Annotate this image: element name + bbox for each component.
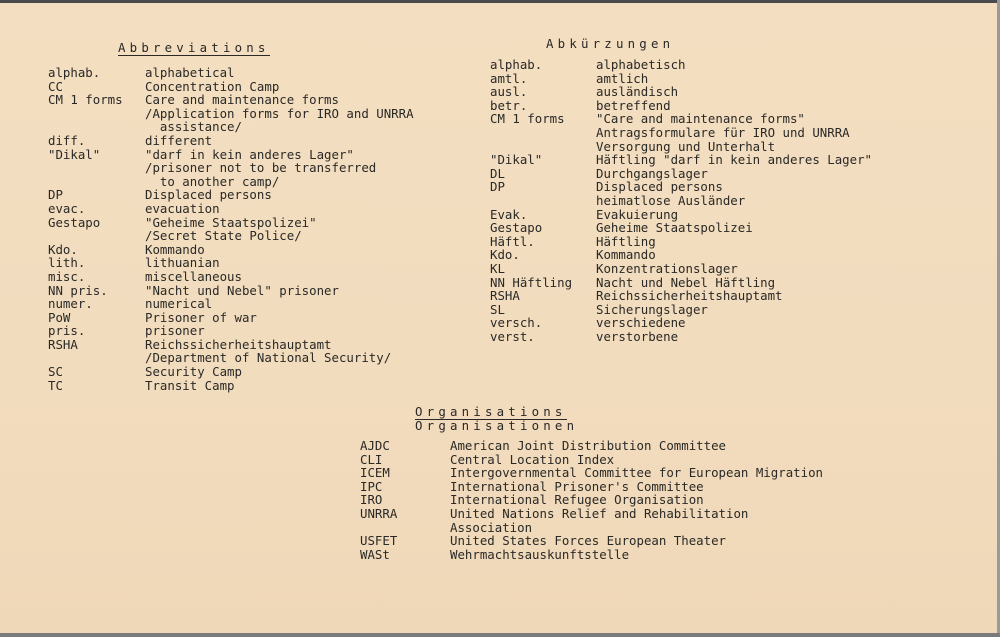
- list-item: [490, 221, 910, 235]
- abbreviation-definition: verstorbene: [596, 328, 679, 344]
- abbreviation-term: alphab.: [490, 57, 543, 72]
- abbreviation-definition: prisoner: [145, 323, 205, 339]
- abbreviation-term: DP: [490, 179, 505, 195]
- abbreviation-term: numer.: [48, 296, 93, 312]
- abbreviation-term: PoW: [48, 309, 71, 325]
- abbreviation-definition: Reichssicherheitshauptamt: [145, 336, 332, 352]
- abbreviation-definition: /Application forms for IRO and UNRRA: [145, 105, 414, 121]
- abbreviation-term: Gestapo: [490, 220, 543, 236]
- abbreviation-term: versch.: [490, 315, 543, 331]
- scan-edge-top: [0, 0, 1000, 3]
- abbreviation-definition: to another camp/: [145, 173, 280, 189]
- list-item: [48, 229, 448, 243]
- abbreviation-definition: alphabetisch: [596, 57, 686, 72]
- abbreviation-definition: Nacht und Nebel Häftling: [596, 274, 776, 290]
- list-item: [48, 379, 448, 393]
- abbreviation-definition: numerical: [145, 296, 213, 312]
- list-item: [48, 202, 448, 216]
- list-item: [490, 303, 910, 317]
- abbreviation-definition: United States Forces European Theater: [450, 533, 727, 549]
- list-item: [48, 243, 448, 257]
- abbreviation-definition: evacuation: [145, 200, 220, 216]
- abbreviation-definition: /Department of National Security/: [145, 350, 392, 366]
- abbreviation-definition: lithuanian: [145, 255, 220, 271]
- list-item: [360, 439, 880, 453]
- abbreviation-term: CM 1 forms: [48, 92, 123, 108]
- list-item: [48, 66, 448, 80]
- list-item: [48, 365, 448, 379]
- list-item: [48, 188, 448, 202]
- abbreviation-definition: Kommando: [145, 241, 205, 257]
- abbreviation-definition: "Geheime Staatspolizei": [145, 214, 317, 230]
- list-item: [360, 521, 880, 535]
- list-item: [48, 175, 448, 189]
- abbreviation-definition: Concentration Camp: [145, 78, 280, 94]
- abbreviation-definition: Association: [450, 519, 533, 535]
- abbreviation-definition: Intergovernmental Committee for European Migration: [450, 465, 823, 481]
- abbreviation-term: DP: [48, 187, 63, 203]
- abbreviation-definition: Versorgung und Unterhalt: [596, 138, 776, 154]
- abbreviation-definition: Displaced persons: [596, 179, 723, 195]
- list-item: [490, 153, 910, 167]
- list-item: [48, 134, 448, 148]
- list-item: [48, 284, 448, 298]
- abbreviation-definition: Reichssicherheitshauptamt: [596, 288, 783, 304]
- list-item: [360, 453, 880, 467]
- list-item: [490, 330, 910, 344]
- abbreviation-term: verst.: [490, 328, 535, 344]
- abbreviation-term: Kdo.: [48, 241, 78, 257]
- abbreviation-term: evac.: [48, 200, 86, 216]
- list-item: [360, 534, 880, 548]
- abbreviation-definition: Geheime Staatspolizei: [596, 220, 753, 236]
- list-item: [490, 58, 910, 72]
- abbreviation-definition: Displaced persons: [145, 187, 272, 203]
- abbreviation-definition: "Care and maintenance forms": [596, 111, 805, 127]
- abbreviation-definition: International Refugee Organisation: [450, 492, 704, 508]
- english-heading: Abbreviations: [118, 40, 270, 55]
- list-item: [490, 85, 910, 99]
- list-item: [490, 248, 910, 262]
- abbreviation-definition: ausländisch: [596, 84, 679, 100]
- list-item: [48, 93, 448, 107]
- abbreviation-term: "Dikal": [490, 152, 543, 168]
- list-item: [490, 72, 910, 86]
- list-item: [490, 289, 910, 303]
- list-item: [48, 311, 448, 325]
- abbreviation-definition: /Secret State Police/: [145, 228, 302, 244]
- list-item: [490, 262, 910, 276]
- list-item: [490, 194, 910, 208]
- abbreviation-definition: Evakuierung: [596, 206, 679, 222]
- abbreviation-definition: Konzentrationslager: [596, 260, 738, 276]
- abbreviation-definition: American Joint Distribution Committee: [450, 438, 727, 453]
- list-item: [48, 270, 448, 284]
- abbreviation-term: misc.: [48, 268, 86, 284]
- abbreviation-term: UNRRA: [360, 505, 398, 521]
- abbreviation-term: SC: [48, 364, 63, 380]
- abbreviation-definition: "darf in kein anderes Lager": [145, 146, 354, 162]
- abbreviation-term: "Dikal": [48, 146, 101, 162]
- list-item: [490, 208, 910, 222]
- abbreviation-definition: alphabetical: [145, 65, 235, 80]
- list-item: [490, 99, 910, 113]
- abbreviation-definition: miscellaneous: [145, 268, 242, 284]
- list-item: [48, 107, 448, 121]
- list-item: [490, 235, 910, 249]
- abbreviation-term: NN Häftling: [490, 274, 573, 290]
- abbreviation-term: betr.: [490, 97, 528, 113]
- abbreviation-definition: International Prisoner's Committee: [450, 478, 704, 494]
- list-item: [490, 276, 910, 290]
- abbreviation-term: WASt: [360, 546, 390, 562]
- abbreviation-definition: Sicherungslager: [596, 301, 708, 317]
- abbreviation-definition: Antragsformulare für IRO und UNRRA: [596, 124, 850, 140]
- abbreviation-definition: Wehrmachtsauskunftstelle: [450, 546, 630, 562]
- list-item: [48, 297, 448, 311]
- german-abbreviation-list: [490, 58, 910, 343]
- list-item: [490, 112, 910, 126]
- abbreviation-term: AJDC: [360, 438, 390, 453]
- organisations-list: [360, 439, 880, 561]
- abbreviation-definition: verschiedene: [596, 315, 686, 331]
- abbreviation-definition: betreffend: [596, 97, 671, 113]
- abbreviation-term: KL: [490, 260, 505, 276]
- abbreviation-term: lith.: [48, 255, 86, 271]
- organisations-heading: Organisations: [415, 404, 567, 419]
- list-item: [48, 148, 448, 162]
- list-item: [48, 338, 448, 352]
- list-item: [490, 126, 910, 140]
- abbreviation-term: USFET: [360, 533, 398, 549]
- list-item: [360, 548, 880, 562]
- abbreviation-term: amtl.: [490, 70, 528, 86]
- abbreviation-term: ausl.: [490, 84, 528, 100]
- abbreviation-definition: United Nations Relief and Rehabilitation: [450, 505, 749, 521]
- list-item: [48, 324, 448, 338]
- abbreviation-definition: Security Camp: [145, 364, 242, 380]
- abbreviation-definition: Care and maintenance forms: [145, 92, 339, 108]
- abbreviation-definition: "Nacht und Nebel" prisoner: [145, 282, 339, 298]
- abbreviation-term: alphab.: [48, 65, 101, 80]
- abbreviation-term: NN pris.: [48, 282, 108, 298]
- list-item: [490, 180, 910, 194]
- abbreviation-definition: Kommando: [596, 247, 656, 263]
- abbreviation-term: CLI: [360, 451, 383, 467]
- list-item: [360, 480, 880, 494]
- abbreviation-definition: Transit Camp: [145, 377, 235, 393]
- abbreviation-term: Häftl.: [490, 233, 535, 249]
- abbreviation-definition: Durchgangslager: [596, 165, 708, 181]
- abbreviation-definition: different: [145, 132, 213, 148]
- abbreviation-term: RSHA: [48, 336, 78, 352]
- abbreviation-term: CC: [48, 78, 63, 94]
- list-item: [48, 161, 448, 175]
- list-item: [48, 256, 448, 270]
- abbreviation-term: TC: [48, 377, 63, 393]
- abbreviation-term: SL: [490, 301, 505, 317]
- abbreviation-term: IRO: [360, 492, 383, 508]
- list-item: [48, 80, 448, 94]
- abbreviation-definition: Central Location Index: [450, 451, 615, 467]
- organisationen-heading: Organisationen: [415, 418, 579, 433]
- abbreviation-term: ICEM: [360, 465, 390, 481]
- list-item: [48, 216, 448, 230]
- list-item: [490, 140, 910, 154]
- list-item: [360, 466, 880, 480]
- abbreviation-term: Evak.: [490, 206, 528, 222]
- abbreviation-definition: heimatlose Ausländer: [596, 192, 746, 208]
- list-item: [490, 316, 910, 330]
- german-heading: Abkürzungen: [546, 36, 675, 51]
- abbreviation-term: CM 1 forms: [490, 111, 565, 127]
- scan-edge-bottom: [0, 633, 1000, 637]
- abbreviation-definition: assistance/: [145, 119, 242, 135]
- abbreviation-definition: Häftling: [596, 233, 656, 249]
- abbreviation-term: pris.: [48, 323, 86, 339]
- abbreviation-term: DL: [490, 165, 505, 181]
- english-abbreviation-list: [48, 66, 448, 392]
- abbreviation-term: RSHA: [490, 288, 520, 304]
- abbreviation-definition: /prisoner not to be transferred: [145, 160, 377, 176]
- list-item: [360, 507, 880, 521]
- abbreviation-term: Kdo.: [490, 247, 520, 263]
- list-item: [48, 120, 448, 134]
- list-item: [490, 167, 910, 181]
- list-item: [48, 351, 448, 365]
- abbreviation-definition: Häftling "darf in kein anderes Lager": [596, 152, 873, 168]
- abbreviation-term: diff.: [48, 132, 86, 148]
- abbreviation-definition: amtlich: [596, 70, 649, 86]
- abbreviation-definition: Prisoner of war: [145, 309, 257, 325]
- list-item: [360, 493, 880, 507]
- abbreviation-term: IPC: [360, 478, 383, 494]
- abbreviation-term: Gestapo: [48, 214, 101, 230]
